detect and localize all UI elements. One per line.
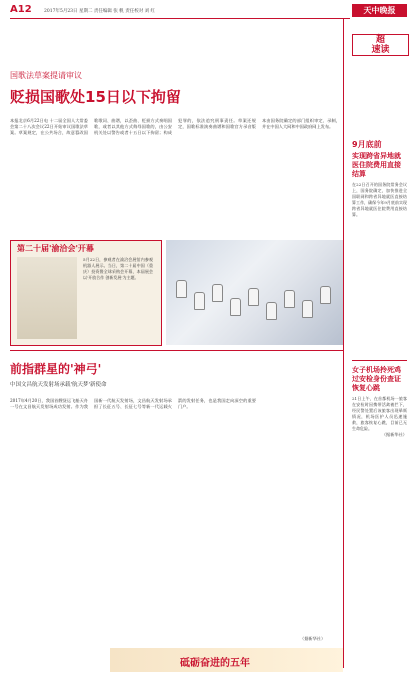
column-label-box [352, 34, 409, 56]
column-label: 超 速读 [371, 35, 390, 55]
gallery-box [10, 240, 162, 346]
banner-text: 砥砺奋进的五年 [180, 658, 250, 669]
side-divider [352, 360, 407, 361]
robot-icon [194, 292, 205, 310]
robot-icon [284, 290, 295, 308]
story3-footer: （据新华社） [300, 636, 326, 641]
side-body-2: 21日上午，在首都机场一旅客在安检时因携带活禽被拦下，经民警处置后该旅客出现晕厥情况，机场医护人员迅速施救，旅客恢复心跳，目前已无生命危险。 [352, 396, 407, 431]
robot-icon [266, 302, 277, 320]
column-divider [343, 18, 344, 668]
robot-icon [248, 288, 259, 306]
side-headline: 实现跨省异地就医住院费用直接结算 [352, 152, 401, 178]
gallery-title: 第二十届'渝洽会'开幕 [17, 244, 94, 253]
page-number: A12 [10, 4, 32, 15]
robot-icon [302, 300, 313, 318]
robot-icon [320, 286, 331, 304]
story1-body: 本报北京6月22日电 十二届全国人大常委会第二十八次会议22日开始审议国歌法草案。草案规定，在公共场合，故意篡改国歌歌词、曲谱，以歪曲、贬损方式奏唱国歌，或者以其他方式侮辱国歌的，由公安机关处以警告或者十五日以下拘留；构成犯罪的，依法追究刑事责任。草案还规定，国歌标准演奏曲谱和国歌官方录音版本由国务院确定的部门组织审定、录制，并在中国人大网和中国政府网上发布。 [10, 118, 340, 136]
page-meta-line: 2017年5月23日 星期二 责任编辑 张 帆 责任校对 刘 红 [44, 9, 156, 14]
gallery-caption: 5月22日，参观者在渝洽会展馆内参观机器人展示。当日，第二十届中国（重庆）投资暨全球采购会开幕，本届展会以'开放合作 创新发展'为主题。 [83, 257, 153, 280]
newspaper-brand: 天中晚报 [352, 4, 407, 17]
side-kicker: 9月底前 [352, 140, 382, 149]
story1-kicker: 国歌法草案提请审议 [10, 71, 82, 80]
robot-icon [212, 284, 223, 302]
story3-body: 2017年4月20日，我国首艘货运飞船天舟一号在文昌航天发射场成功发射。作为我国新一代航天发射场，文昌航天发射场承担了长征五号、长征七号等新一代运载火箭的发射任务，也是我国走向深空的重要门户。 [10, 398, 256, 410]
robot-icon [176, 280, 187, 298]
side-body: 在22日召开的国务院常务会议上，国务院确定，加快推进全国联网和跨省异地就医直接结算工作，确保今年9月底前实现跨省异地就医住院费用直接结算。 [352, 182, 407, 217]
robot-exhibition-photo [166, 240, 343, 345]
story3-kicker: 前指群星的'神弓' [10, 362, 102, 376]
story1-headline: 贬损国歌处15日以下拘留 [10, 88, 181, 106]
side-footer: （据新华社） [381, 432, 407, 437]
gallery-image [17, 257, 77, 339]
side-headline-2: 女子机场拎死鸡过安检身份查证恢复心跳 [352, 366, 401, 392]
story3-headline: 中国文昌航天发射场承载'航天梦'新使命 [10, 382, 107, 388]
section-divider [10, 350, 343, 351]
five-year-banner [110, 648, 343, 672]
robot-icon [230, 298, 241, 316]
